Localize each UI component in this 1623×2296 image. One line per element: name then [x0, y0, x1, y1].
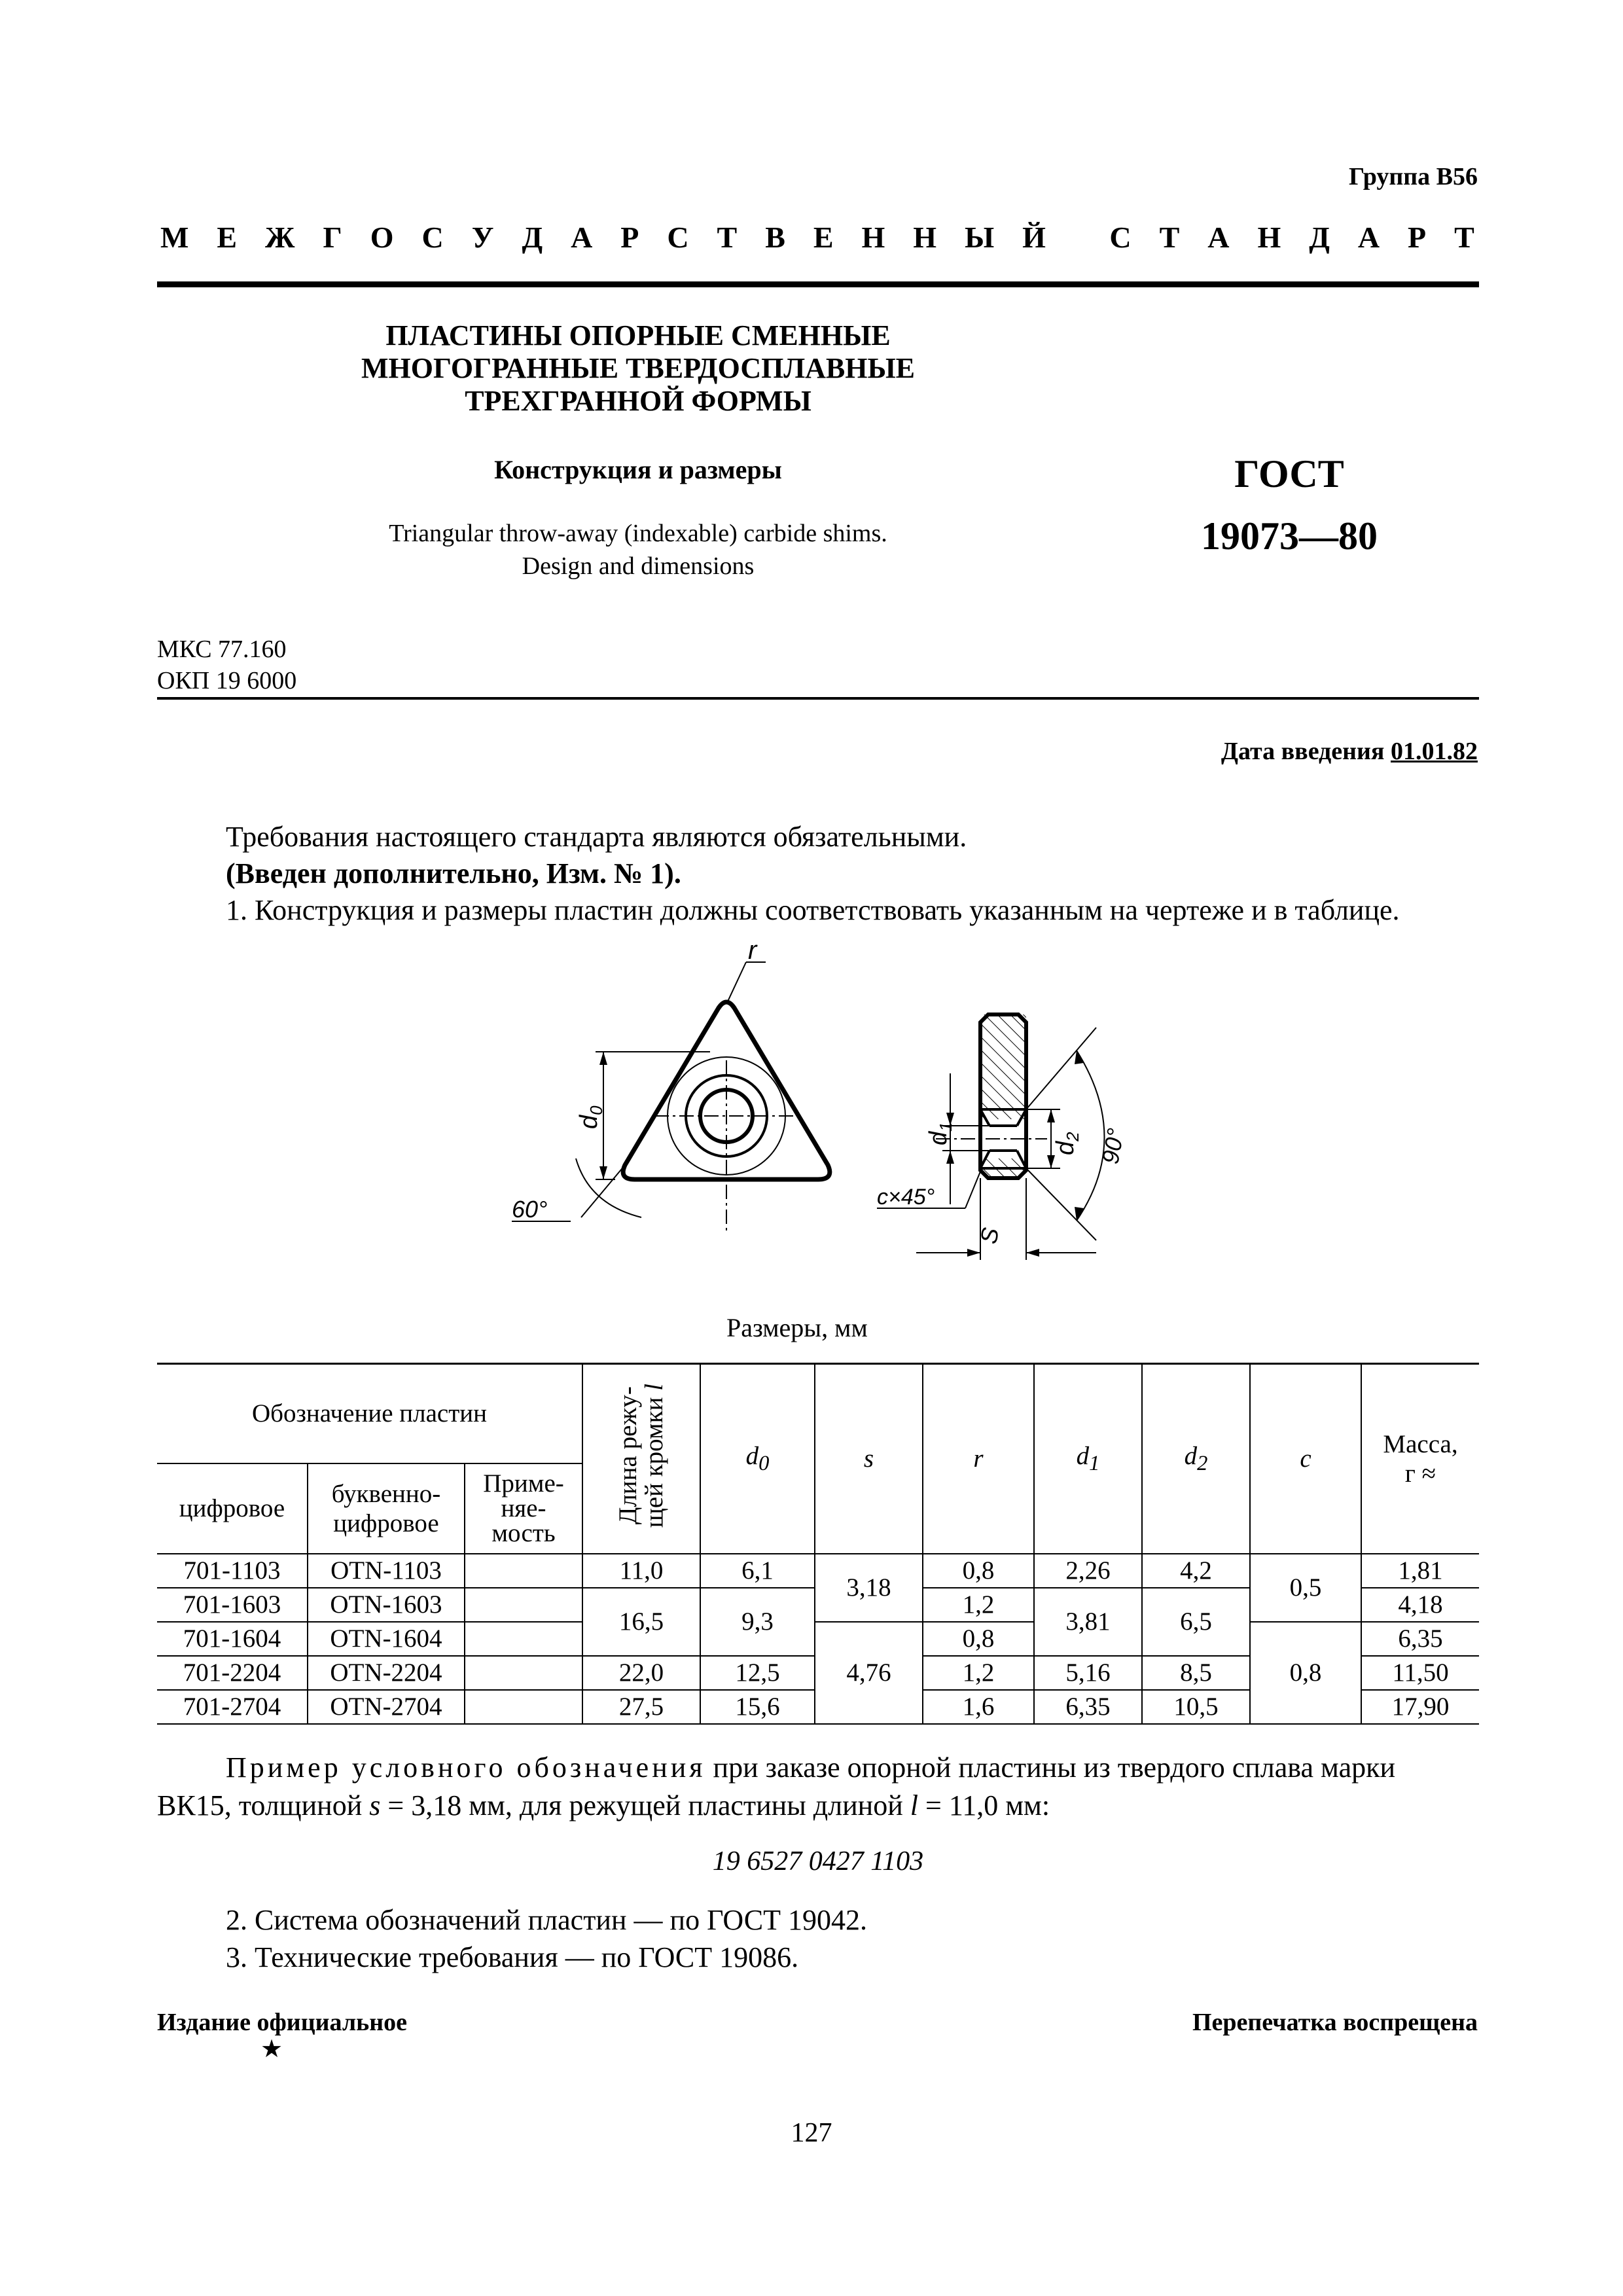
header-mass-line2: г ≈ — [1404, 1459, 1436, 1488]
table-row — [157, 1622, 1479, 1656]
example-line-2 — [157, 1787, 1050, 1825]
okp-code: ОКП 19 6000 — [157, 667, 297, 694]
cell-applicability — [465, 1554, 582, 1588]
header-alphanumeric-line1: буквенно- — [331, 1479, 441, 1508]
cell-c-merged: 0,5 — [1250, 1554, 1361, 1622]
cell-length: 11,0 — [582, 1554, 700, 1588]
shim-drawing — [484, 942, 1139, 1283]
heading-letter: Т — [1454, 221, 1474, 254]
gost-number: 19073—80 — [1201, 514, 1378, 558]
cutting-length-line2: щей кромки — [640, 1390, 668, 1528]
example-code: 19 6527 0427 1103 — [712, 1846, 924, 1876]
header-s: s — [815, 1364, 923, 1554]
example-text: = 11,0 мм: — [918, 1789, 1050, 1821]
cell-mass: 11,50 — [1361, 1656, 1479, 1690]
page-number: 127 — [791, 2118, 832, 2148]
cell-alphanumeric: OTN-2704 — [308, 1690, 465, 1724]
cell-d2: 8,5 — [1142, 1656, 1250, 1690]
cell-r: 0,8 — [923, 1622, 1034, 1656]
cell-d1: 5,16 — [1034, 1656, 1142, 1690]
cell-mass: 4,18 — [1361, 1588, 1479, 1622]
r-label: r — [748, 942, 757, 965]
paragraph-3: 3. Технические требования — по ГОСТ 19086. — [226, 1941, 799, 1973]
cell-numeric: 701-1603 — [157, 1588, 308, 1622]
english-title-line: Triangular throw-away (indexable) carbide shims. — [389, 520, 887, 547]
cell-numeric: 701-2704 — [157, 1690, 308, 1724]
heading-letter: Ж — [265, 221, 295, 254]
cell-alphanumeric: OTN-1604 — [308, 1622, 465, 1656]
header-alphanumeric — [308, 1463, 465, 1554]
cell-mass: 6,35 — [1361, 1622, 1479, 1656]
heading-letter: М — [160, 221, 189, 254]
cell-r: 1,2 — [923, 1656, 1034, 1690]
svg-text:d0 — [575, 1105, 606, 1129]
heading-letter: А — [571, 221, 593, 254]
svg-text:d2 — [1052, 1132, 1082, 1155]
header-mass — [1361, 1364, 1479, 1554]
cell-alphanumeric: OTN-1603 — [308, 1588, 465, 1622]
example-s-symbol: s — [369, 1789, 381, 1821]
effective-date — [1221, 737, 1478, 766]
cell-length: 22,0 — [582, 1656, 700, 1690]
example-l-symbol: l — [910, 1789, 919, 1821]
heading-letter: Г — [323, 221, 342, 254]
cell-d1: 6,35 — [1034, 1690, 1142, 1724]
s-label: S — [974, 1225, 1005, 1246]
cell-length: 27,5 — [582, 1690, 700, 1724]
example-text: ВК15, толщиной — [157, 1789, 370, 1821]
header-applicability-line1: Приме- — [483, 1469, 564, 1498]
cell-numeric: 701-1604 — [157, 1622, 308, 1656]
cell-applicability — [465, 1690, 582, 1724]
paragraph-2: 2. Система обозначений пластин — по ГОСТ 19042. — [226, 1904, 867, 1936]
angle-60-label: 60° — [512, 1196, 548, 1223]
header-applicability-line3: мость — [491, 1518, 556, 1547]
cell-r: 1,2 — [923, 1588, 1034, 1622]
cell-d0: 15,6 — [700, 1690, 815, 1724]
chamfer-label: c×45° — [877, 1185, 935, 1210]
cell-s-merged: 3,18 — [815, 1554, 923, 1622]
heading-gap — [1074, 220, 1082, 255]
header-d2 — [1142, 1364, 1250, 1554]
cell-d2: 4,2 — [1142, 1554, 1250, 1588]
triangle-view — [512, 942, 830, 1230]
example-paragraph — [226, 1749, 1479, 1787]
cutting-length-l: l — [640, 1383, 668, 1391]
interstate-standard-heading — [160, 220, 1474, 255]
heading-letter: С — [667, 221, 689, 254]
requirements-text: Требования настоящего стандарта являются обязательными. — [226, 821, 967, 853]
cutting-length-label — [615, 1384, 668, 1528]
d0-label: d — [575, 1115, 603, 1129]
cell-applicability — [465, 1622, 582, 1656]
heading-letter: Ы — [965, 221, 995, 254]
english-title — [288, 517, 988, 583]
header-d0-sub: 0 — [758, 1452, 770, 1476]
cell-alphanumeric: OTN-2204 — [308, 1656, 465, 1690]
header-d2-sub: 2 — [1197, 1452, 1208, 1476]
heading-letter: Н — [913, 221, 937, 254]
document-subtitle: Конструкция и размеры — [494, 455, 782, 484]
example-text: = 3,18 мм, для режущей пластины длиной — [380, 1789, 910, 1821]
heading-letter: С — [1109, 221, 1132, 254]
cell-d0-merged: 9,3 — [700, 1588, 815, 1656]
effective-date-label: Дата введения — [1221, 738, 1385, 765]
header-d2-label: d — [1184, 1442, 1198, 1471]
cell-r: 1,6 — [923, 1690, 1034, 1724]
heading-letter: Т — [1159, 221, 1180, 254]
heading-letter: Т — [717, 221, 738, 254]
header-numeric: цифровое — [157, 1463, 308, 1554]
cell-applicability — [465, 1588, 582, 1622]
star-icon: ★ — [260, 2036, 283, 2063]
heading-letter: Д — [522, 221, 543, 254]
d2-subscript: 2 — [1063, 1132, 1082, 1141]
classification-codes — [157, 634, 296, 696]
header-r: r — [923, 1364, 1034, 1554]
amendment-note: (Введен дополнительно, Изм. № 1). — [226, 857, 681, 889]
header-d1 — [1034, 1364, 1142, 1554]
cell-numeric: 701-2204 — [157, 1656, 308, 1690]
heading-letter: У — [471, 221, 494, 254]
d1-subscript: 1 — [936, 1122, 955, 1132]
header-applicability — [465, 1463, 582, 1554]
gost-label: ГОСТ — [1234, 452, 1344, 495]
cutting-length-line1: Длина режу- — [614, 1386, 642, 1525]
mks-code: МКС 77.160 — [157, 636, 287, 663]
heading-letter: А — [1357, 221, 1380, 254]
title-line: ПЛАСТИНЫ ОПОРНЫЕ СМЕННЫЕ — [385, 319, 891, 351]
header-cutting-length — [582, 1364, 700, 1554]
heading-letter: А — [1207, 221, 1230, 254]
heading-rule — [157, 281, 1479, 287]
cell-applicability — [465, 1656, 582, 1690]
cell-d1-merged: 3,81 — [1034, 1588, 1142, 1656]
group-label: Группа В56 — [1348, 163, 1478, 190]
reprint-prohibited: Перепечатка воспрещена — [1192, 2009, 1478, 2036]
heading-letter: О — [370, 221, 394, 254]
heading-letter: Н — [861, 221, 885, 254]
cell-d1: 2,26 — [1034, 1554, 1142, 1588]
title-line: МНОГОГРАННЫЕ ТВЕРДОСПЛАВНЫЕ — [361, 352, 916, 384]
side-section-view — [877, 1014, 1129, 1260]
heading-letter: Е — [813, 221, 834, 254]
header-applicability-line2: няе- — [501, 1494, 546, 1522]
heading-letter: Е — [217, 221, 238, 254]
heading-letter: Й — [1022, 221, 1046, 254]
cell-alphanumeric: OTN-1103 — [308, 1554, 465, 1588]
svg-text:d1 — [925, 1122, 955, 1145]
angle-90-label: 90° — [1096, 1126, 1130, 1166]
table-caption: Размеры, мм — [726, 1313, 868, 1342]
cell-s-merged: 4,76 — [815, 1622, 923, 1724]
codes-rule — [157, 697, 1479, 700]
effective-date-value: 01.01.82 — [1391, 738, 1478, 765]
cell-r: 0,8 — [923, 1554, 1034, 1588]
heading-letter: Р — [1408, 221, 1427, 254]
paragraph-1: 1. Конструкция и размеры пластин должны соответствовать указанным на чертеже и в таблице. — [226, 894, 1400, 926]
title-line: ТРЕХГРАННОЙ ФОРМЫ — [465, 385, 812, 417]
d2-label: d — [1052, 1141, 1079, 1155]
header-alphanumeric-line2: цифровое — [333, 1509, 439, 1537]
cell-mass: 1,81 — [1361, 1554, 1479, 1588]
cell-numeric: 701-1103 — [157, 1554, 308, 1588]
heading-letter: С — [421, 221, 444, 254]
english-title-line: Design and dimensions — [522, 552, 755, 580]
dimensions-table — [157, 1363, 1479, 1725]
heading-letter: Р — [620, 221, 639, 254]
heading-letter: Н — [1257, 221, 1281, 254]
header-c: c — [1250, 1364, 1361, 1554]
cell-d0: 12,5 — [700, 1656, 815, 1690]
cell-length-merged: 16,5 — [582, 1588, 700, 1656]
cell-mass: 17,90 — [1361, 1690, 1479, 1724]
header-d0-label: d — [745, 1442, 759, 1471]
cell-c-merged: 0,8 — [1250, 1622, 1361, 1724]
example-rest: при заказе опорной пластины из твердого сплава марки — [705, 1751, 1396, 1784]
d1-label: d — [925, 1131, 952, 1145]
cell-d2-merged: 6,5 — [1142, 1588, 1250, 1656]
header-d1-label: d — [1076, 1442, 1090, 1471]
official-edition: Издание официальное — [157, 2009, 408, 2036]
d0-subscript: 0 — [586, 1105, 606, 1115]
group-header: Обозначение пластин — [157, 1364, 582, 1463]
header-mass-line1: Масса, — [1383, 1429, 1458, 1458]
table-row — [157, 1554, 1479, 1588]
cell-d2: 10,5 — [1142, 1690, 1250, 1724]
heading-letter: Д — [1309, 221, 1330, 254]
heading-letter: В — [765, 221, 785, 254]
cell-d0: 6,1 — [700, 1554, 815, 1588]
header-d1-sub: 1 — [1089, 1452, 1100, 1476]
example-lead: Пример условного обозначения — [226, 1751, 706, 1784]
document-title — [288, 319, 988, 418]
header-d0 — [700, 1364, 815, 1554]
